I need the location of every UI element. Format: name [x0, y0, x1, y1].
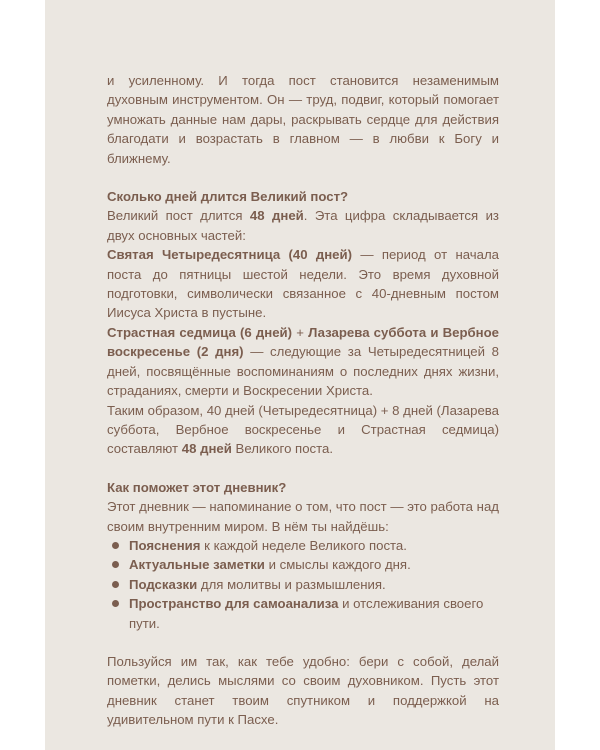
list-item [107, 575, 499, 594]
spacer [107, 168, 499, 187]
list-item [107, 536, 499, 555]
list-item-text: для молитвы и размышления. [197, 576, 386, 592]
intro-paragraph: и усиленному. И тогда пост становится незаменимым духовным инструментом. Он — труд, подвиг, который помогает умножать данные нам дары, раскрывать сердце для действия благодати и возрастать в главном — в любви к Богу и ближнему. [107, 73, 499, 166]
duration-text-a: Великий пост длится [107, 208, 250, 224]
list-item-bold: Подсказки [129, 576, 198, 592]
bullet-icon [112, 600, 119, 607]
summary-paragraph [107, 401, 499, 459]
forty-days-paragraph [107, 245, 499, 323]
lazarus-palm-title: Лазарева суббота и Вербное воскресенье (2 дня) [107, 324, 500, 360]
summary-text-c: Великого поста. [231, 441, 334, 457]
forty-days-text: — период от начала поста до пятницы шестой недели. Это время духовной подготовки, символически связанное с 40-дневным постом Иисуса Христа в пустыне. [107, 247, 500, 321]
book-page [45, 0, 555, 750]
diary-intro-paragraph: Этот дневник — напоминание о том, что пост — это работа над своим внутренним миром. В нём ты найдёшь: [107, 499, 499, 534]
list-item-text: к каждой неделе Великого поста. [200, 537, 407, 553]
summary-days-highlight: 48 дней [181, 441, 232, 457]
list-item-text: и отслеживания своего пути. [129, 596, 484, 631]
holy-week-plus: + [292, 324, 309, 340]
section-heading-duration: Сколько дней длится Великий пост? [107, 189, 349, 205]
summary-text-a: Таким образом, 40 дней (Четыредесятница) + 8 дней (Лазарева суббота, Вербное воскресенье и Страстная седмица) составляют [107, 402, 499, 457]
list-item [107, 555, 499, 574]
closing-paragraph: Пользуйся им так, как тебе удобно: бери с собой, делай пометки, делись мыслями со своим духовником. Пусть этот дневник станет твоим спутником и поддержкой на удивительном пути к Пасхе. [107, 653, 499, 728]
bullet-icon [112, 581, 119, 588]
page-content [107, 71, 499, 730]
bullet-icon [112, 561, 119, 568]
list-item-text: и смыслы каждого дня. [264, 557, 411, 573]
spacer [107, 459, 499, 478]
duration-text-c: . Эта цифра складывается из двух основных частей: [107, 208, 499, 243]
duration-paragraph [107, 206, 499, 245]
holy-week-paragraph [107, 323, 499, 401]
holy-week-title: Страстная седмица (6 дней) [107, 324, 293, 340]
section-heading-diary: Как поможет этот дневник? [107, 479, 287, 495]
holy-week-text: — следующие за Четыредесятницей 8 дней, посвящённые воспоминаниям о последних днях жизни, страданиях, смерти и Воскресении Христа. [107, 344, 499, 399]
features-list [107, 536, 499, 633]
duration-days-highlight: 48 дней [249, 208, 304, 224]
list-item-bold: Пространство для самоанализа [129, 596, 339, 612]
list-item-bold: Актуальные заметки [129, 557, 265, 573]
list-item [107, 594, 499, 633]
spacer [107, 633, 499, 652]
list-item-bold: Пояснения [129, 537, 201, 553]
bullet-icon [112, 542, 119, 549]
forty-days-title: Святая Четыредесятница (40 дней) [107, 247, 353, 263]
